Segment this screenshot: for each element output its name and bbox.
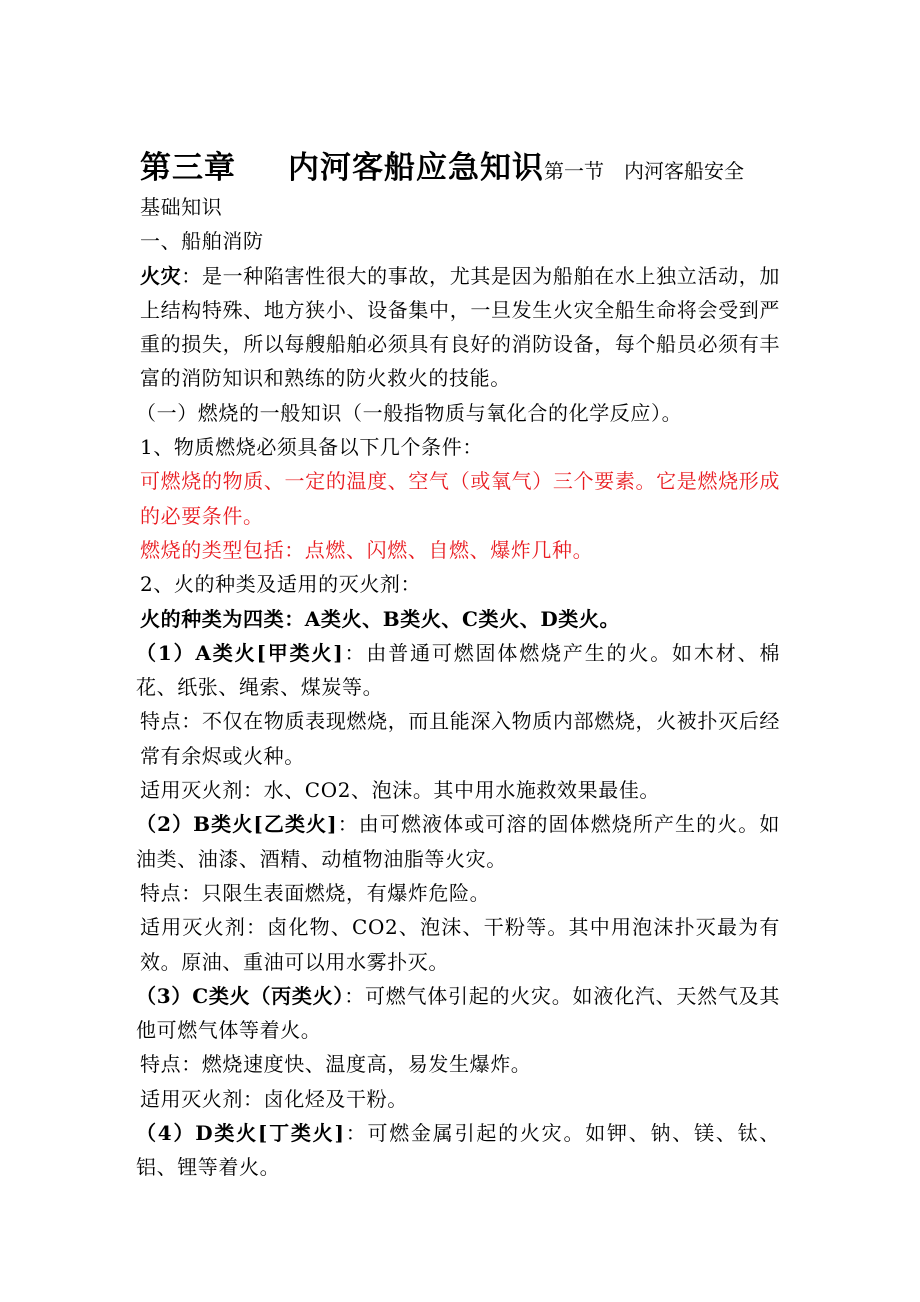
- class-b-agent: 适用灭火剂：卤化物、CO2、泡沫、干粉等。其中用泡沫扑灭最为有效。原油、重油可以用水雾扑灭。: [140, 915, 780, 974]
- class-c-label: （3）C类火（丙类火）: [136, 983, 345, 1008]
- conditions-title: 1、物质燃烧必须具备以下几个条件：: [140, 435, 483, 460]
- class-d-desc: ：可燃金属引起的火灾。如钾、钠、镁、钛、铝、锂等着火。: [136, 1121, 780, 1180]
- class-b-label: （2）B类火[乙类火]: [136, 812, 338, 837]
- class-b-feature: 特点：只限生表面燃烧，有爆炸危险。: [140, 880, 491, 905]
- class-a-description: [136, 636, 780, 705]
- class-d-label: （4）D类火[丁类火]: [136, 1121, 345, 1146]
- class-c-agent: 适用灭火剂：卤化烃及干粉。: [140, 1086, 408, 1111]
- class-c-desc: ：可燃气体引起的火灾。如液化汽、天然气及其他可燃气体等着火。: [136, 983, 780, 1043]
- fire-classes-summary: 火的种类为四类：A类火、B类火、C类火、D类火。: [140, 606, 621, 631]
- class-a-desc: ：由普通可燃固体燃烧产生的火。如木材、棉花、纸张、绳索、煤炭等。: [136, 640, 780, 700]
- class-a-label: （1）A类火[甲类火]: [136, 640, 344, 665]
- section-title-continued: 基础知识: [140, 195, 223, 219]
- document-page: [136, 146, 780, 1185]
- combustion-title: （一）燃烧的一般知识（一般指物质与氧化合的化学反应）。: [136, 400, 683, 425]
- class-d-description: [136, 1116, 780, 1185]
- class-b-desc: ：由可燃液体或可溶的固体燃烧所产生的火。如油类、油漆、酒精、动植物油脂等火灾。: [136, 812, 780, 871]
- class-a-agent: 适用灭火剂：水、CO2、泡沫。其中用水施救效果最佳。: [140, 778, 661, 803]
- class-c-description: [136, 979, 780, 1048]
- section-title: 第一节 内河客船安全: [544, 159, 744, 183]
- combustion-conditions: 可燃烧的物质、一定的温度、空气（或氧气）三个要素。它是燃烧形成的必要条件。: [140, 469, 780, 528]
- extinguish-title: 2、火的种类及适用的灭火剂：: [140, 572, 422, 597]
- chapter-number: 第三章: [140, 150, 236, 186]
- class-a-feature: 特点：不仅在物质表现燃烧，而且能深入物质内部燃烧，火被扑灭后经常有余烬或火种。: [140, 709, 780, 768]
- chapter-title: 内河客船应急知识: [288, 150, 544, 186]
- class-b-description: [136, 807, 780, 876]
- part-title: 一、船舶消防: [140, 229, 264, 254]
- fire-text: ：是一种陷害性很大的事故，尤其是因为船舶在水上独立活动，加上结构特殊、地方狭小、设备集中，一旦发生火灾全船生命将会受到严重的损失，所以每艘船舶必须具有良好的消防设备，每个船员必须有丰富的消防知识和熟练的防火救火的技能。: [140, 263, 780, 391]
- chapter-heading: [140, 146, 780, 190]
- class-c-feature: 特点：燃烧速度快、温度高，易发生爆炸。: [140, 1052, 532, 1077]
- fire-term: 火灾: [140, 263, 182, 288]
- fire-definition: [140, 259, 780, 396]
- combustion-types: 燃烧的类型包括：点燃、闪燃、自燃、爆炸几种。: [140, 537, 594, 562]
